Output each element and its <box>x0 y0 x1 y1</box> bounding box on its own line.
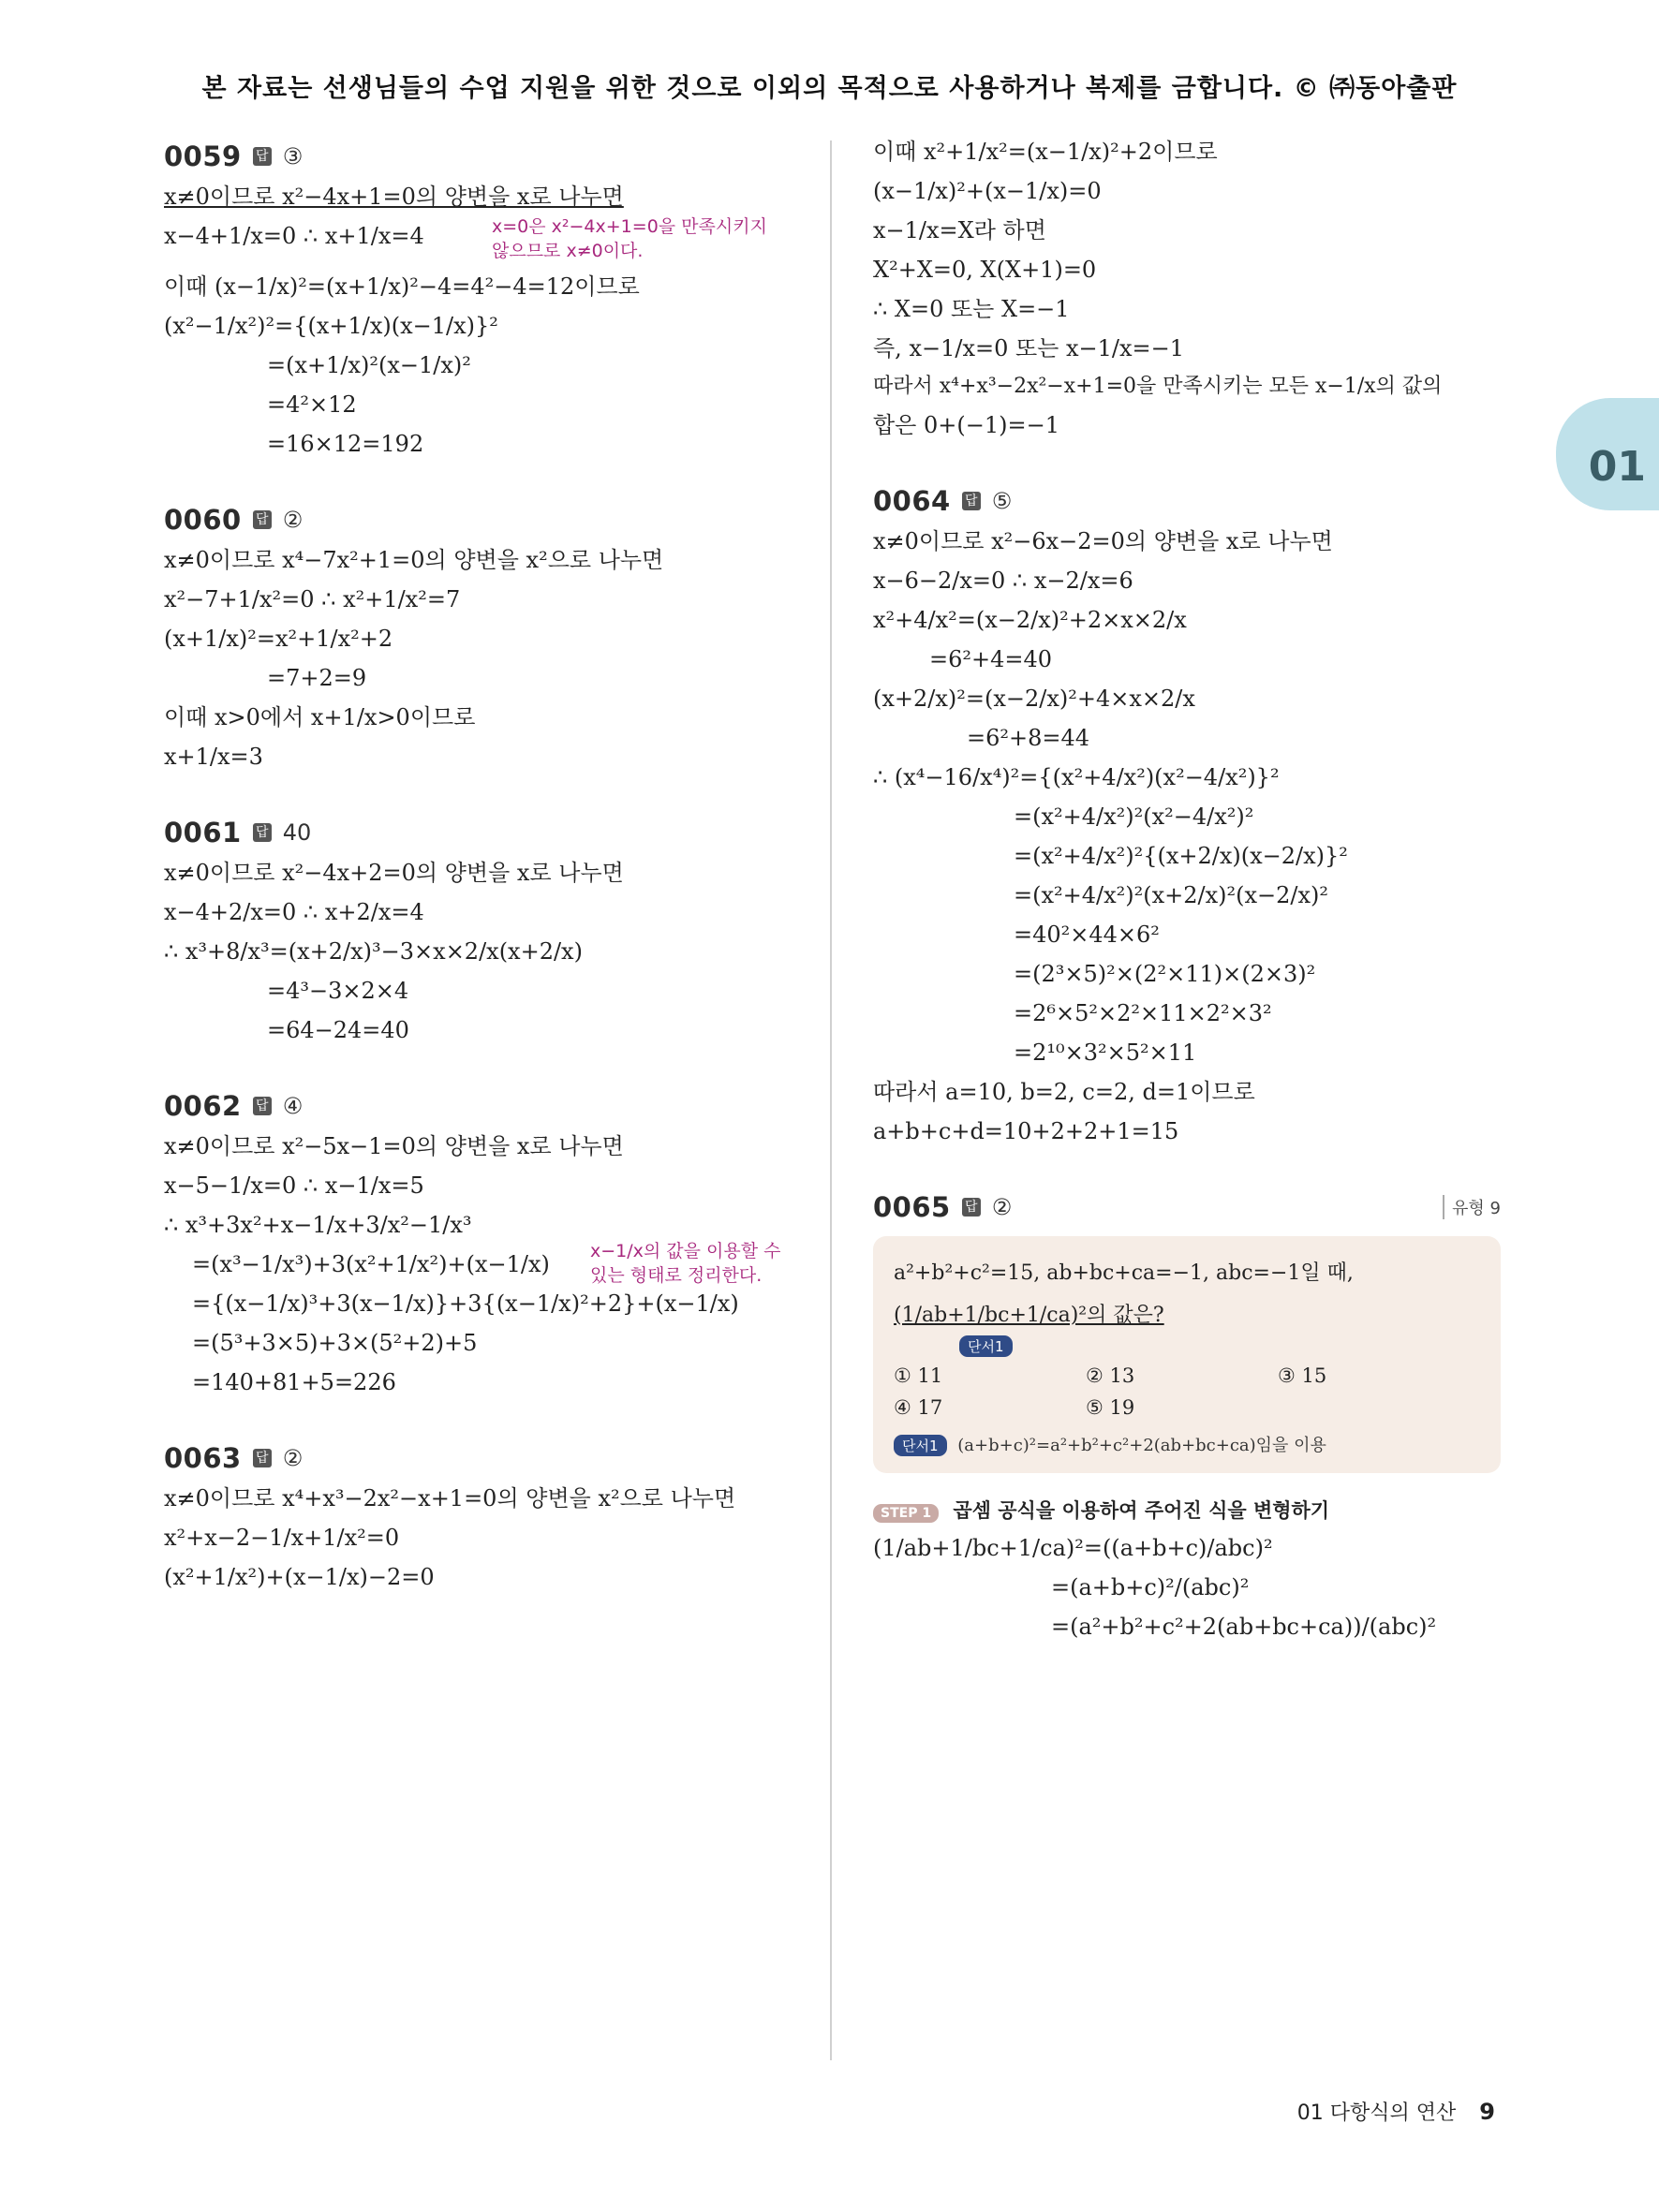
solution-line: (x+1/x)²=x²+1/x²+2 <box>164 626 393 652</box>
solution-line: =6²+8=44 <box>967 725 1090 751</box>
step-heading <box>873 1496 1501 1524</box>
problem-number: 0059 <box>164 140 242 172</box>
problem-0063-continued <box>873 140 1501 436</box>
solution-line: x≠0이므로 x⁴−7x²+1=0의 양변을 x²으로 나누면 <box>164 547 664 573</box>
answer-badge: 답 <box>253 1449 272 1467</box>
footer-chapter: 01 다항식의 연산 <box>1296 2101 1457 2125</box>
solution-line: (x²+1/x²)+(x−1/x)−2=0 <box>164 1564 435 1590</box>
solution-line: =7+2=9 <box>267 665 367 691</box>
solution-line: =40²×44×6² <box>1014 922 1160 948</box>
solution-line: a+b+c+d=10+2+2+1=15 <box>873 1118 1179 1144</box>
answer: ③ <box>282 143 304 170</box>
solution-line: =(2³×5)²×(2²×11)×(2×3)² <box>1014 961 1316 987</box>
answer: ④ <box>282 1093 304 1119</box>
solution-line: =(x²+4/x²)²(x²−4/x²)² <box>1014 804 1254 830</box>
solution-line: =(x²+4/x²)²(x+2/x)²(x−2/x)² <box>1014 882 1328 908</box>
problem-0059 <box>164 140 820 455</box>
clue-tag: 단서1 <box>959 1335 1013 1357</box>
clue-tag: 단서1 <box>894 1435 947 1456</box>
solution-line: ∴ X=0 또는 X=−1 <box>873 296 1070 322</box>
solution-line: x+1/x=3 <box>164 744 263 770</box>
solution-line: =140+81+5=226 <box>192 1369 396 1395</box>
solution-line: 이때 x>0에서 x+1/x>0이므로 <box>164 704 476 730</box>
column-divider <box>830 140 832 2060</box>
answer-badge: 답 <box>962 1198 981 1217</box>
problem-number: 0063 <box>164 1442 242 1474</box>
solution-line: ∴ (x⁴−16/x⁴)²={(x²+4/x²)(x²−4/x²)}² <box>873 764 1280 790</box>
clue-line <box>894 1432 1478 1456</box>
choice: ⑤ 19 <box>1086 1396 1135 1419</box>
solution-line: 이때 x²+1/x²=(x−1/x)²+2이므로 <box>873 139 1218 165</box>
margin-note: x−1/x의 값을 이용할 수 있는 형태로 정리한다. <box>590 1241 781 1286</box>
answer: 40 <box>282 819 312 846</box>
choice: ④ 17 <box>894 1396 943 1419</box>
solution-line: 따라서 a=10, b=2, c=2, d=1이므로 <box>873 1079 1255 1105</box>
question-text: (1/ab+1/bc+1/ca)²의 값은? <box>894 1304 1164 1327</box>
answer: ⑤ <box>991 488 1013 514</box>
copyright-notice: 본 자료는 선생님들의 수업 지원을 위한 것으로 이외의 목적으로 사용하거나 복제를 금합니다. © ㈜동아출판 <box>201 74 1458 103</box>
solution-line: x≠0이므로 x²−6x−2=0의 양변을 x로 나누면 <box>873 528 1333 554</box>
problem-number: 0060 <box>164 504 242 536</box>
choice: ② 13 <box>1086 1364 1135 1387</box>
answer-badge: 답 <box>253 510 272 529</box>
right-column <box>873 140 1501 1687</box>
solution-line: x−6−2/x=0 ∴ x−2/x=6 <box>873 568 1133 594</box>
answer-badge: 답 <box>253 823 272 842</box>
left-column <box>164 140 820 1637</box>
answer-choices <box>894 1364 1478 1419</box>
solution-line: =6²+4=40 <box>929 646 1053 672</box>
problem-0061 <box>164 817 820 1041</box>
solution-line: x−4+1/x=0 ∴ x+1/x=4 <box>164 223 424 249</box>
chapter-tab-number: 01 <box>1588 443 1646 491</box>
solution-line: (1/ab+1/bc+1/ca)²=((a+b+c)/abc)² <box>873 1535 1273 1561</box>
solution-line: =16×12=192 <box>267 431 424 457</box>
solution-line: (x²−1/x²)²={(x+1/x)(x−1/x)}² <box>164 313 498 339</box>
problem-type-label: 유형 9 <box>1443 1195 1501 1219</box>
step-text: 곱셈 공식을 이용하여 주어진 식을 변형하기 <box>953 1499 1330 1522</box>
solution-line: x≠0이므로 x²−4x+2=0의 양변을 x로 나누면 <box>164 860 624 886</box>
problem-0063 <box>164 1442 820 1588</box>
choice: ③ 15 <box>1278 1364 1327 1387</box>
choice: ① 11 <box>894 1364 943 1387</box>
solution-line: 이때 (x−1/x)²=(x+1/x)²−4=4²−4=12이므로 <box>164 273 640 300</box>
solution-line: x−5−1/x=0 ∴ x−1/x=5 <box>164 1172 424 1199</box>
problem-number: 0061 <box>164 817 242 848</box>
solution-line: =2¹⁰×3²×5²×11 <box>1014 1040 1197 1066</box>
margin-note: x=0은 x²−4x+1=0을 만족시키지 않으므로 x≠0이다. <box>492 216 767 261</box>
problem-0064 <box>873 485 1501 1143</box>
solution-line: ∴ x³+8/x³=(x+2/x)³−3×x×2/x(x+2/x) <box>164 938 583 965</box>
answer: ② <box>991 1194 1013 1220</box>
question-box <box>873 1236 1501 1473</box>
solution-line: X²+X=0, X(X+1)=0 <box>873 257 1097 283</box>
solution-line: x²+x−2−1/x+1/x²=0 <box>164 1525 400 1551</box>
solution-line: =(a+b+c)²/(abc)² <box>1051 1574 1250 1600</box>
solution-line: x≠0이므로 x⁴+x³−2x²−x+1=0의 양변을 x²으로 나누면 <box>164 1485 736 1512</box>
solution-line: x²−7+1/x²=0 ∴ x²+1/x²=7 <box>164 586 461 612</box>
answer-badge: 답 <box>962 492 981 510</box>
solution-line: x≠0이므로 x²−4x+1=0의 양변을 x로 나누면 <box>164 184 624 210</box>
problem-number: 0062 <box>164 1090 242 1122</box>
solution-line: =64−24=40 <box>267 1017 409 1043</box>
solution-line: (x+2/x)²=(x−2/x)²+4×x×2/x <box>873 686 1195 712</box>
solution-line: x−4+2/x=0 ∴ x+2/x=4 <box>164 899 424 925</box>
question-text: a²+b²+c²=15, ab+bc+ca=−1, abc=−1일 때, <box>894 1261 1354 1285</box>
solution-line: 즉, x−1/x=0 또는 x−1/x=−1 <box>873 335 1185 361</box>
solution-line: =(a²+b²+c²+2(ab+bc+ca))/(abc)² <box>1051 1614 1437 1640</box>
solution-line: =(x²+4/x²)²{(x+2/x)(x−2/x)}² <box>1014 843 1348 869</box>
answer: ② <box>282 1445 304 1471</box>
problem-0065 <box>873 1191 1501 1638</box>
step-badge: STEP 1 <box>873 1504 939 1523</box>
problem-number: 0064 <box>873 485 951 517</box>
answer: ② <box>282 507 304 533</box>
solution-line: =4³−3×2×4 <box>267 978 409 1004</box>
solution-line: =(5³+3×5)+3×(5²+2)+5 <box>192 1330 478 1356</box>
solution-line: =(x³−1/x³)+3(x²+1/x²)+(x−1/x) <box>192 1251 550 1277</box>
solution-line: 따라서 x⁴+x³−2x²−x+1=0을 만족시키는 모든 x−1/x의 값의 <box>873 375 1443 398</box>
solution-line: x≠0이므로 x²−5x−1=0의 양변을 x로 나누면 <box>164 1133 624 1159</box>
problem-0062 <box>164 1090 820 1394</box>
solution-line: ={(x−1/x)³+3(x−1/x)}+3{(x−1/x)²+2}+(x−1/x) <box>192 1290 739 1317</box>
solution-line: ∴ x³+3x²+x−1/x+3/x²−1/x³ <box>164 1212 472 1238</box>
solution-line: 합은 0+(−1)=−1 <box>873 412 1059 438</box>
solution-line: =2⁶×5²×2²×11×2²×3² <box>1014 1000 1272 1026</box>
answer-badge: 답 <box>253 147 272 166</box>
solution-line: =(x+1/x)²(x−1/x)² <box>267 352 471 378</box>
page-footer <box>1297 2097 1495 2126</box>
solution-line: x−1/x=X라 하면 <box>873 217 1046 243</box>
solution-line: =4²×12 <box>267 391 357 418</box>
problem-0060 <box>164 504 820 768</box>
clue-text: (a+b+c)²=a²+b²+c²+2(ab+bc+ca)임을 이용 <box>957 1436 1326 1455</box>
page-number: 9 <box>1479 2099 1495 2125</box>
answer-badge: 답 <box>253 1097 272 1115</box>
solution-line: x²+4/x²=(x−2/x)²+2×x×2/x <box>873 607 1187 633</box>
solution-line: (x−1/x)²+(x−1/x)=0 <box>873 178 1102 204</box>
problem-number: 0065 <box>873 1191 951 1223</box>
